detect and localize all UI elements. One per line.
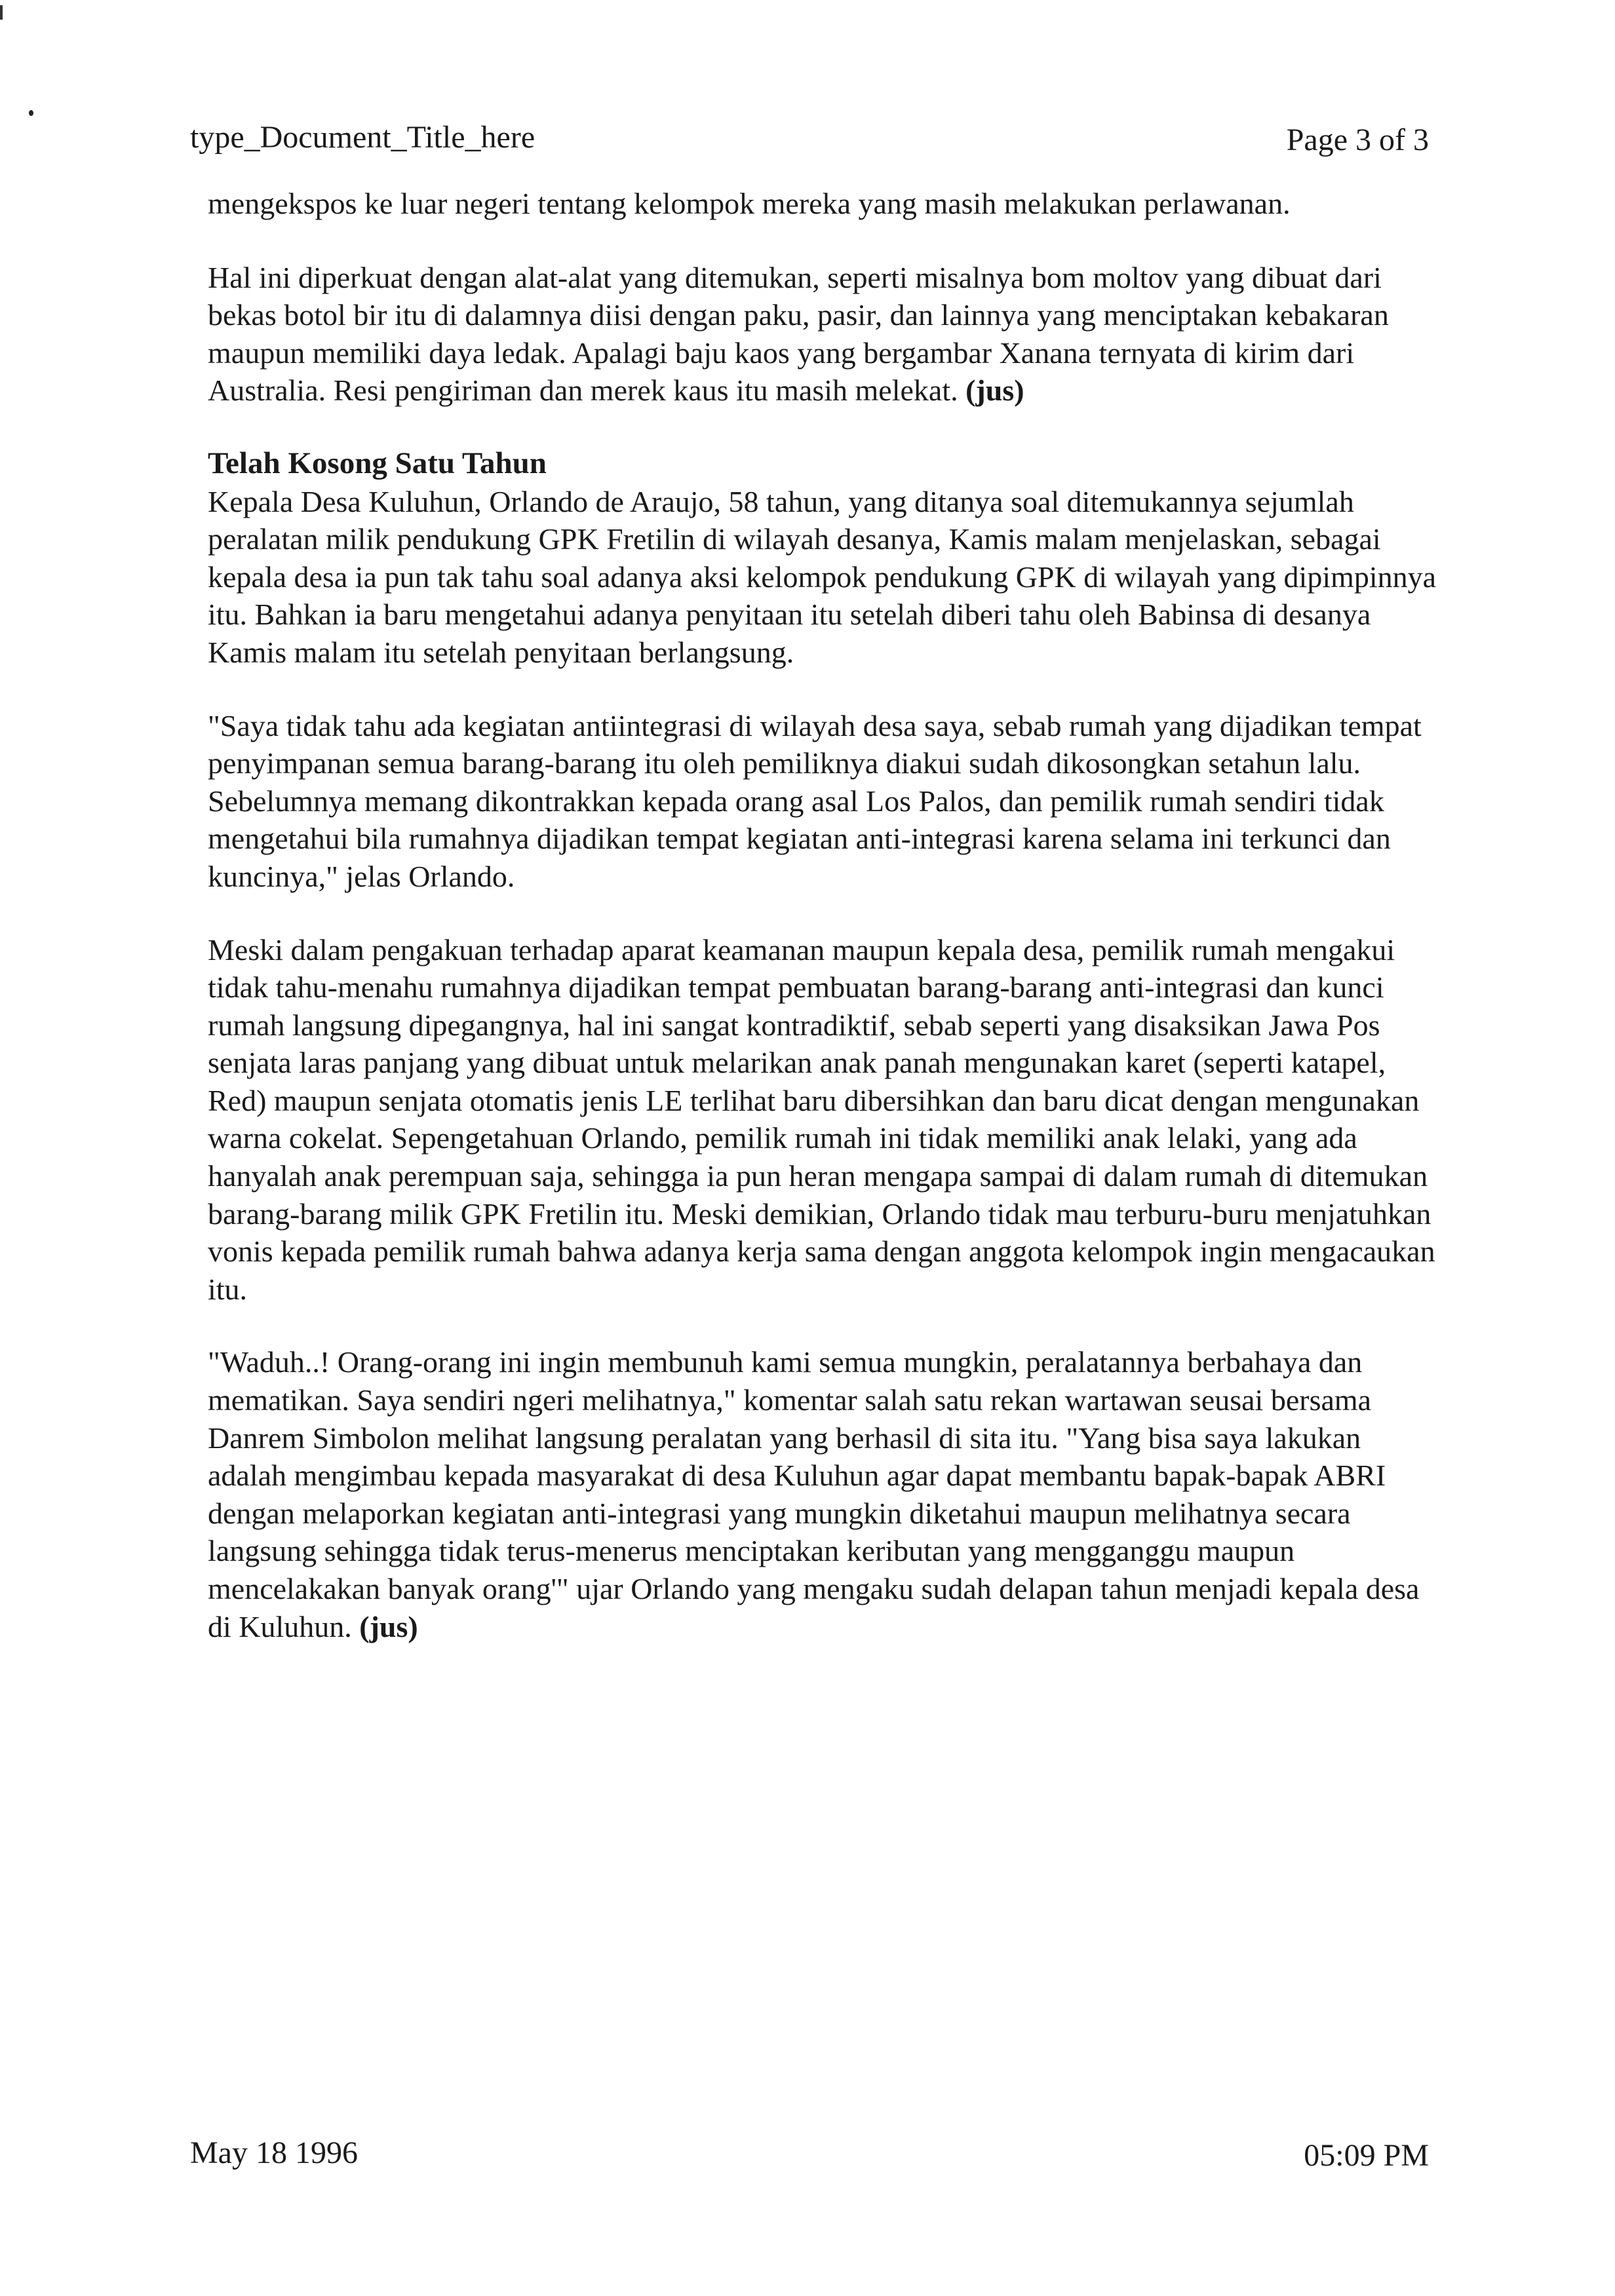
paragraph-text: Kepala Desa Kuluhun, Orlando de Araujo, 58 tahun, yang ditanya soal ditemukannya sejumlah peralatan milik pendukung GPK Fretilin di wilayah desanya, Kamis malam menjelaskan, sebagai kepala desa ia pun tak tahu soal adanya aksi kelompok pendukung GPK di wilayah yang dipimpinnya itu. Bahkan ia baru mengetahui adanya penyitaan itu setelah diberi tahu oleh Babinsa di desanya Kamis malam itu setelah penyitaan berlangsung. bbox=[208, 484, 1437, 669]
paragraph bbox=[208, 707, 1440, 896]
article-body bbox=[208, 185, 1440, 1681]
paragraph-continuation bbox=[208, 185, 1440, 223]
scan-dot-mark bbox=[29, 110, 33, 116]
paragraph bbox=[208, 259, 1440, 410]
author-signature: (jus) bbox=[359, 1609, 418, 1643]
paragraph-text: Hal ini diperkuat dengan alat-alat yang ditemukan, seperti misalnya bom moltov yang dibuat dari bekas botol bir itu di dalamnya diisi dengan paku, pasir, dan lainnya yang menciptakan kebakaran maupun memiliki daya ledak. Apalagi baju kaos yang bergambar Xanana ternyata di kirim dari Australia. Resi pengiriman dan merek kaus itu masih melekat. bbox=[208, 260, 1389, 408]
paragraph-text: Meski dalam pengakuan terhadap aparat keamanan maupun kepala desa, pemilik rumah mengakui tidak tahu-menahu rumahnya dijadikan tempat pembuatan barang-barang anti-integrasi dan kunci rumah langsung dipegangnya, hal ini sangat kontradiktif, sebab seperti yang disaksikan Jawa Pos senjata laras panjang yang dibuat untuk melarikan anak panah mengunakan karet (seperti katapel, Red) maupun senjata otomatis jenis LE terlihat baru dibersihkan dan baru dicat dengan mengunakan warna cokelat. Sepengetahuan Orlando, pemilik rumah ini tidak memiliki anak lelaki, yang ada hanyalah anak perempuan saja, sehingga ia pun heran mengapa sampai di dalam rumah di ditemukan barang-barang milik GPK Fretilin itu. Meski demikian, Orlando tidak mau terburu-buru menjatuhkan vonis kepada pemilik rumah bahwa adanya kerja sama dengan anggota kelompok ingin mengacaukan itu. bbox=[208, 932, 1435, 1306]
paragraph bbox=[208, 931, 1440, 1309]
section-heading: Telah Kosong Satu Tahun bbox=[208, 446, 547, 480]
paragraph bbox=[208, 1343, 1440, 1645]
footer-time: 05:09 PM bbox=[1304, 2138, 1429, 2173]
page-number: Page 3 of 3 bbox=[1286, 123, 1429, 157]
document-title: type_Document_Title_here bbox=[190, 120, 535, 155]
paragraph-text: "Saya tidak tahu ada kegiatan antiintegrasi di wilayah desa saya, sebab rumah yang dijadikan tempat penyimpanan semua barang-barang itu oleh pemiliknya diakui sudah dikosongkan setahun lalu. Sebelumnya memang dikontrakkan kepada orang asal Los Palos, dan pemilik rumah sendiri tidak mengetahui bila rumahnya dijadikan tempat kegiatan anti-integrasi karena selama ini terkunci dan kuncinya," jelas Orlando. bbox=[208, 708, 1422, 893]
paragraph bbox=[208, 483, 1440, 672]
footer-date: May 18 1996 bbox=[190, 2135, 358, 2170]
scan-corner-mark bbox=[0, 5, 3, 20]
paragraph-text: mengekspos ke luar negeri tentang kelompok mereka yang masih melakukan perlawanan. bbox=[208, 187, 1291, 220]
paragraph-text: "Waduh..! Orang-orang ini ingin membunuh kami semua mungkin, peralatannya berbahaya dan mematikan. Saya sendiri ngeri melihatnya," komentar salah satu rekan wartawan seusai bersama Danrem Simbolon melihat langsung peralatan yang berhasil di sita itu. "Yang bisa saya lakukan adalah mengimbau kepada masyarakat di desa Kuluhun agar dapat membantu bapak-bapak ABRI dengan melaporkan kegiatan anti-integrasi yang mungkin diketahui maupun melihatnya secara langsung sehingga tidak terus-menerus menciptakan keributan yang mengganggu maupun mencelakakan banyak orang'" ujar Orlando yang mengaku sudah delapan tahun menjadi kepala desa di Kuluhun. bbox=[208, 1345, 1420, 1643]
author-signature: (jus) bbox=[965, 373, 1024, 408]
